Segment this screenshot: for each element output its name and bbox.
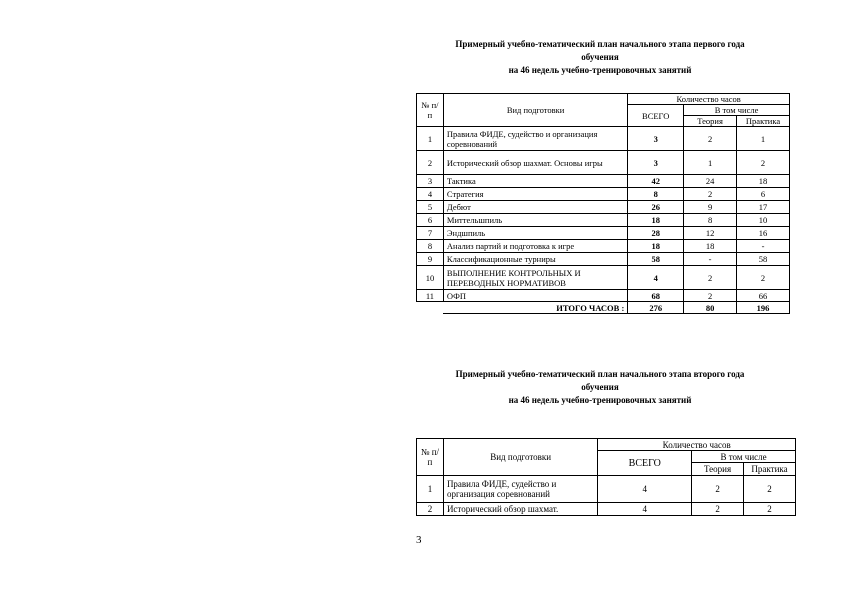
plan-table-year2 (416, 438, 796, 516)
section2-title-line1: Примерный учебно-тематический план начального этапа второго года (455, 369, 745, 379)
total-hours: 276 (628, 302, 684, 314)
table-row: 4 Стратегия 8 2 6 (417, 188, 790, 201)
page-number: 3 (416, 534, 422, 546)
table-row: 3 Тактика 42 24 18 (417, 175, 790, 188)
header-practice: Практика (744, 463, 796, 476)
header-subject: Вид подготовки (443, 439, 597, 476)
header-including: В том числе (684, 105, 790, 116)
section1-title (400, 38, 800, 77)
header-num: № п/п (417, 439, 444, 476)
plan-table-year1 (416, 93, 790, 314)
table-row: 2 Исторический обзор шахмат. Основы игры 3 1 2 (417, 151, 790, 175)
header-theory: Теория (684, 116, 737, 127)
total-row (417, 302, 790, 314)
header-subject: Вид подготовки (443, 94, 627, 127)
table-row: 10 ВЫПОЛНЕНИЕ КОНТРОЛЬНЫХ И ПЕРЕВОДНЫХ НОРМАТИВОВ 4 2 2 (417, 266, 790, 290)
table-row: 11 ОФП 68 2 66 (417, 290, 790, 302)
section2-title (400, 368, 800, 407)
total-theory: 80 (684, 302, 737, 314)
section1-title-line1: Примерный учебно-тематический план начального этапа первого года (455, 39, 745, 49)
total-practice: 196 (737, 302, 790, 314)
header-including: В том числе (692, 451, 796, 463)
table-row: 9 Классификационные турниры 58 - 58 (417, 253, 790, 266)
header-practice: Практика (737, 116, 790, 127)
total-label: ИТОГО ЧАСОВ : (443, 302, 627, 314)
table-row: 2 Исторический обзор шахмат. 4 2 2 (417, 503, 796, 516)
table-row: 6 Миттельшпиль 18 8 10 (417, 214, 790, 227)
header-theory: Теория (692, 463, 744, 476)
header-hours: Количество часов (628, 94, 790, 105)
header-hours: Количество часов (598, 439, 796, 451)
header-total: ВСЕГО (628, 105, 684, 127)
section1-title-line3: на 46 недель учебно-тренировочных занятий (508, 65, 692, 75)
section2-title-line2: обучения (581, 382, 619, 392)
section1-title-line2: обучения (581, 52, 619, 62)
table-row: 8 Анализ партий и подготовка к игре 18 18 - (417, 240, 790, 253)
header-total: ВСЕГО (598, 451, 692, 476)
table-row: 1 Правила ФИДЕ, судейство и организация соревнований 4 2 2 (417, 476, 796, 503)
table-row: 1 Правила ФИДЕ, судейство и организация соревнований 3 2 1 (417, 127, 790, 151)
table-row: 5 Дебют 26 9 17 (417, 201, 790, 214)
section2-title-line3: на 46 недель учебно-тренировочных занятий (508, 395, 692, 405)
header-num: № п/п (417, 94, 444, 127)
table-row: 7 Эндшпиль 28 12 16 (417, 227, 790, 240)
